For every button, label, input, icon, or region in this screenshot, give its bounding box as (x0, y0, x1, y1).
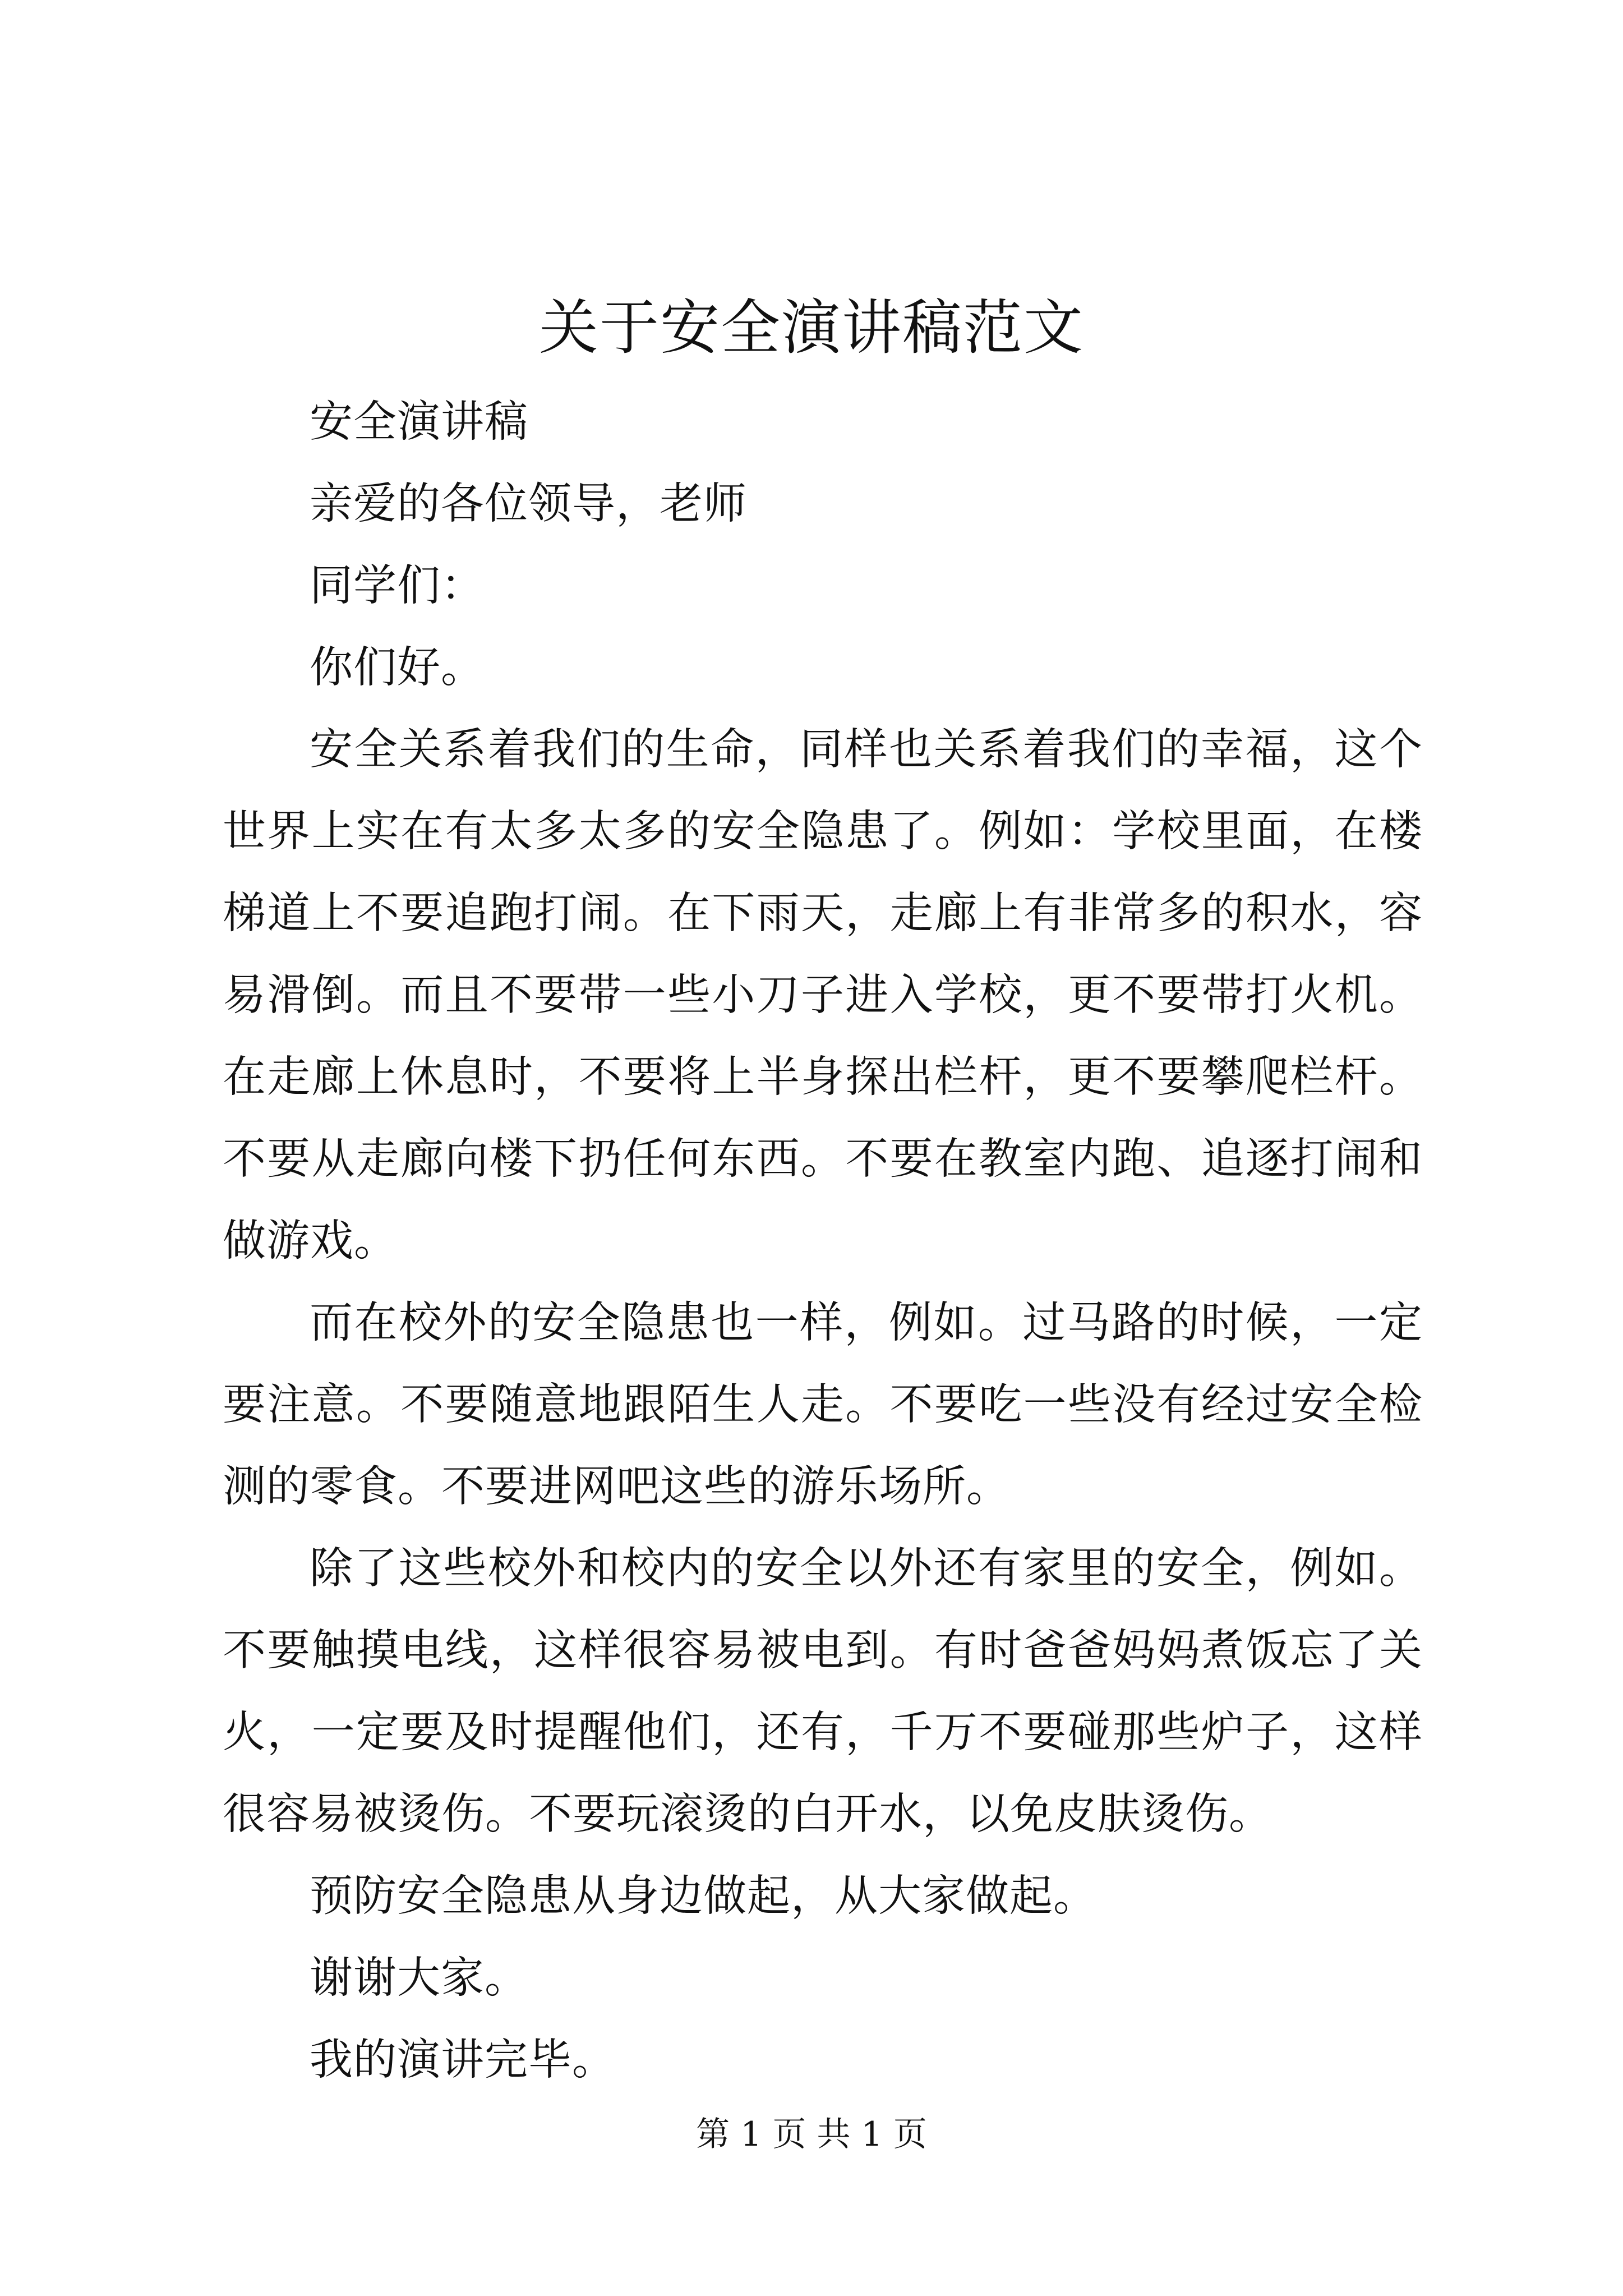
document-title: 关于安全演讲稿范文 (539, 293, 1084, 362)
paragraph-prevention: 预防安全隐患从身边做起，从大家做起。 (310, 1871, 1097, 1921)
paragraph-heading: 安全演讲稿 (310, 397, 528, 447)
paragraph-salutation-students: 同学们： (310, 561, 485, 611)
document-body (223, 381, 1423, 2101)
paragraph-thanks: 谢谢大家。 (310, 1953, 528, 2003)
paragraph-closing: 我的演讲完毕。 (310, 2035, 616, 2085)
paragraph-outside-safety: 而在校外的安全隐患也一样，例如。过马路的时候，一定要注意。不要随意地跟陌生人走。不要吃一些没有经过安全检测的零食。不要进网吧这些的游乐场所。 (223, 1298, 1423, 1512)
paragraph-home-safety: 除了这些校外和校内的安全以外还有家里的安全，例如。不要触摸电线，这样很容易被电到。有时爸爸妈妈煮饭忘了关火，一定要及时提醒他们，还有，千万不要碰那些炉子，这样很容易被烫伤。不要玩滚烫的白开水，以免皮肤烫伤。 (223, 1544, 1423, 1839)
paragraph-greeting: 你们好。 (310, 643, 485, 693)
paragraph-school-safety: 安全关系着我们的生命，同样也关系着我们的幸福，这个世界上实在有太多太多的安全隐患了。例如：学校里面，在楼梯道上不要追跑打闹。在下雨天，走廊上有非常多的积水，容易滑倒。而且不要带一些小刀子进入学校，更不要带打火机。在走廊上休息时，不要将上半身探出栏杆，更不要攀爬栏杆。不要从走廊向楼下扔任何东西。不要在教室内跑、追逐打闹和做游戏。 (223, 725, 1423, 1266)
paragraph-salutation: 亲爱的各位领导，老师 (310, 479, 747, 529)
page-number-footer: 第 1 页 共 1 页 (696, 2115, 927, 2154)
